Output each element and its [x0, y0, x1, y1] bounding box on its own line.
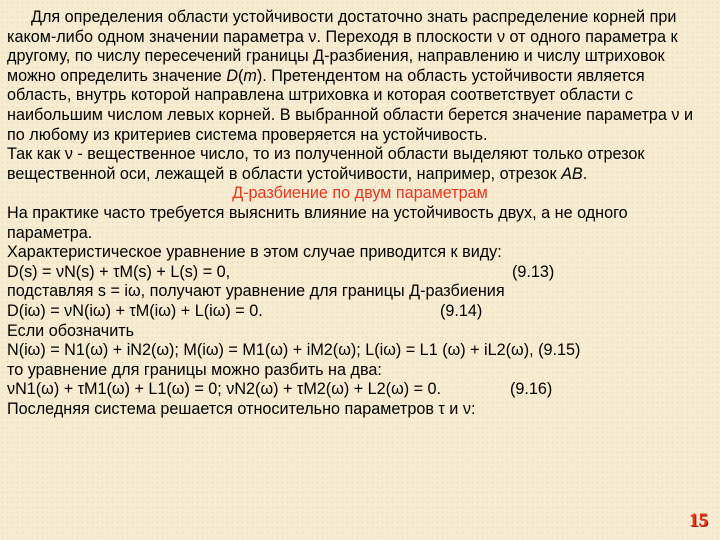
equation-text: N(iω) = N1(ω) + iN2(ω); M(iω) = M1(ω) + iM2(ω); L(iω) = L1 (ω) + iL2(ω), (9.15) — [7, 341, 581, 360]
italic-m: m — [243, 66, 257, 85]
period: . — [582, 164, 588, 183]
equation-9-14 — [7, 302, 713, 322]
equation-number: (9.16) — [510, 380, 553, 399]
slide-content — [7, 8, 713, 419]
paragraph-system: Последняя система решается относительно параметров τ и ν: — [7, 399, 476, 418]
equation-number: (9.14) — [440, 301, 483, 320]
paragraph-text-rest: ). Претендентом на область устойчивости является область, внутрь которой направлена штриховка и которая соответствует области с наибольшим числом левых корней. В выбранной области берется значение параметра ν и по любому из критериев система проверяется на устойчивость. — [7, 66, 694, 144]
paragraph-stability-region — [7, 8, 713, 145]
equation-9-13 — [7, 263, 713, 283]
italic-D: D — [226, 66, 239, 85]
equation-9-16 — [7, 380, 713, 400]
paragraph-practice: На практике часто требуется выяснить влияние на устойчивость двух, а не одного параметра. — [7, 203, 628, 242]
italic-AB: AB — [561, 164, 583, 183]
section-heading: Д-разбиение по двум параметрам — [232, 184, 488, 203]
paragraph-characteristic-eq: Характеристическое уравнение в этом случае приводится к виду: — [7, 243, 502, 262]
paragraph-text: Для определения области устойчивости достаточно знать распределение корней при каком-либо одном значении параметра ν. Переходя в плоскости ν от одного параметра к другому, по числу пересечений границы Д-разбиения, направлению и числу штриховок можно определить значение — [7, 8, 678, 85]
equation-text: νN1(ω) + τM1(ω) + L1(ω) = 0; νN2(ω) + τM2(ω) + L2(ω) = 0. — [7, 380, 442, 399]
paren-open: ( — [238, 66, 244, 85]
paragraph-split: то уравнение для границы можно разбить на два: — [7, 360, 382, 379]
paragraph-text: Так как ν - вещественное число, то из полученной области выделяют только отрезок вещественной оси, лежащей в области устойчивости, например, отрезок — [7, 145, 645, 183]
equation-text: D(s) = νN(s) + τM(s) + L(s) = 0, — [7, 262, 231, 281]
equation-text: D(iω) = νN(iω) + τM(iω) + L(iω) = 0. — [7, 301, 263, 320]
equation-9-15 — [7, 341, 713, 361]
paragraph-substitution: подставляя s = iω, получают уравнение для границы Д-разбиения — [7, 282, 505, 301]
equation-number: (9.13) — [512, 262, 555, 281]
paragraph-real-segment — [7, 145, 713, 184]
page-number: 15 — [689, 510, 708, 531]
paragraph-denote: Если обозначить — [7, 321, 135, 340]
